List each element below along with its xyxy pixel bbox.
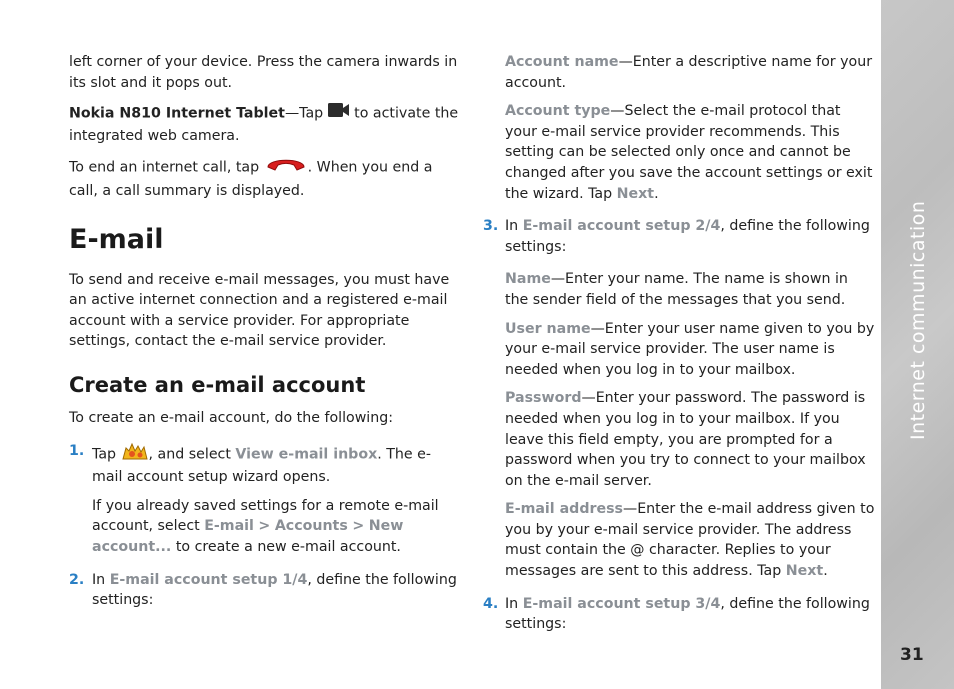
camera-text-a: —Tap [284, 105, 324, 122]
setting-label: Account name [505, 54, 619, 70]
setting-description: —Select the e-mail protocol that your e-mail service provider recommends. This setting can be selected only once and cannot be changed after you save the account settings or exit the wizard. Tap [505, 103, 873, 202]
ui-term: Next [785, 563, 824, 580]
chapter-title-text: Internet communication [907, 200, 929, 440]
setting-user-name [483, 319, 875, 381]
page-number: 31 [900, 645, 924, 665]
step-number: 1. [69, 442, 85, 459]
setting-email-address [483, 499, 875, 581]
section-heading-email: E-mail [69, 223, 164, 255]
camera-text-b: to activate the integrated web camera. [69, 105, 459, 144]
setting-description: —Enter your name. The name is shown in the sender field of the messages that you send. [505, 271, 848, 308]
setting-description: . [654, 185, 659, 202]
subsection-heading-create-account: Create an e-mail account [69, 372, 366, 397]
create-lead: To create an e-mail account, do the following: [69, 409, 394, 426]
step-text: In [92, 571, 106, 588]
right-column [483, 52, 875, 643]
ui-term: E-mail account setup 1/4 [109, 571, 308, 588]
setting-description: —Enter your password. The password is needed when you log in to your mailbox. If you leave this field empty, you are prompted for a password when you try to connect to your mailbox on the e-mail server. [505, 390, 866, 489]
setting-label: Name [505, 271, 551, 288]
step-number: 2. [69, 571, 85, 588]
setting-password [483, 388, 875, 491]
ui-term: E-mail [204, 518, 254, 535]
end-call-text-a: To end an internet call, tap [69, 159, 260, 176]
end-call-text-b: . When you end a call, a call summary is displayed. [69, 159, 433, 199]
end-call-paragraph [69, 154, 461, 201]
setting-account-name [483, 52, 875, 93]
end-call-icon [264, 154, 308, 181]
step-number: 4. [483, 595, 499, 612]
email-app-icon [121, 441, 149, 468]
email-intro: To send and receive e-mail messages, you must have an active internet connection and a registered e-mail account with a service provider. For appropriate settings, contact the e-mail service provider. [69, 271, 450, 350]
menu-separator: > [352, 518, 365, 535]
step-4 [483, 594, 875, 635]
ui-term: E-mail account setup 3/4 [522, 595, 721, 612]
step-text: In [505, 218, 519, 235]
step-3 [483, 216, 875, 257]
setting-description: . [823, 563, 828, 580]
step-text: In [505, 595, 519, 612]
step-text: Tap [92, 445, 117, 462]
setting-account-type [483, 101, 875, 204]
step-text: , define the following settings: [505, 595, 870, 633]
setting-label: Password [505, 390, 582, 407]
setting-label: E-mail address [505, 501, 623, 518]
menu-separator: > [258, 518, 271, 535]
ui-term: View e-mail inbox [235, 445, 378, 462]
continued-paragraph: left corner of your device. Press the camera inwards in its slot and it pops out. [69, 54, 458, 91]
device-label: Nokia N810 Internet Tablet [69, 105, 285, 122]
left-column [69, 52, 461, 619]
step-text: . The e-mail account setup wizard opens. [92, 445, 431, 486]
camera-paragraph [69, 101, 461, 146]
setting-label: User name [505, 320, 591, 337]
camera-icon [328, 101, 350, 126]
step-2 [69, 570, 461, 611]
ui-term: New account... [92, 518, 404, 555]
step-1-note [69, 496, 461, 558]
setting-name [483, 269, 875, 310]
step-text: , and select [148, 445, 231, 462]
step-number: 3. [483, 218, 499, 235]
step-1 [69, 441, 461, 488]
setting-label: Account type [505, 103, 611, 120]
ui-term: E-mail account setup 2/4 [522, 218, 721, 235]
ui-term: Accounts [274, 518, 348, 535]
setting-description: —Enter the e-mail address given to you by your e-mail service provider. The address must contain the @ character. Replies to your messages are sent to this address. Tap [505, 501, 875, 580]
step-text: , define the following settings: [92, 571, 457, 609]
ui-term: Next [616, 185, 655, 202]
setting-description: —Enter a descriptive name for your account. [505, 54, 873, 91]
step-text: , define the following settings: [505, 218, 870, 255]
note-text: to create a new e-mail account. [175, 538, 401, 555]
note-text: If you already saved settings for a remote e-mail account, select [92, 497, 439, 535]
setting-description: —Enter your user name given to you by your e-mail service provider. The user name is needed when you log in to your mailbox. [505, 320, 875, 378]
